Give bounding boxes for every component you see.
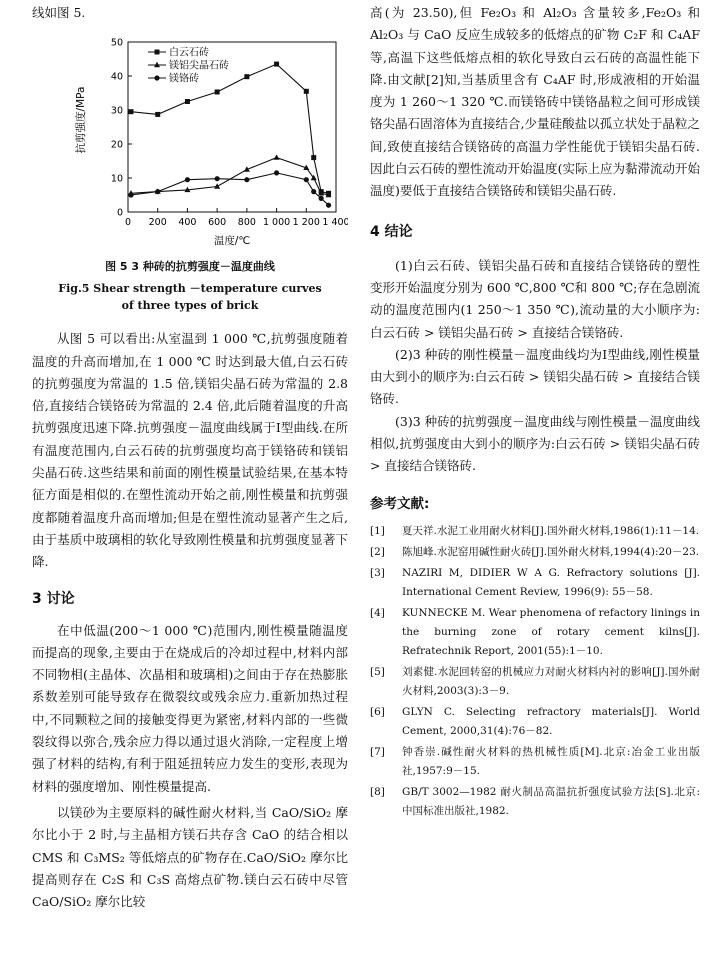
plot-frame — [128, 42, 336, 212]
paragraph-discussion-cont: 高(为 23.50),但 Fe₂O₃ 和 Al₂O₃ 含量较多,Fe₂O₃ 和 Al₂O₃ 与 CaO 反应生成较多的低熔点的矿物 C₂F 和 C₄AF 等,高温下这些低熔点相的软化导致白云石砖的高温性能下降.由文献[2]知,当基质里含有 C₄AF 时,形成液相的开始温度为 1 260～1 320 ℃.而镁铬砖中镁铬晶粒之间可形成镁铬尖晶石固溶体为直接结合,少量硅酸盐以孤立状处于晶粒之间,致使直接结合镁铬砖的高温力学性能优于镁铝尖晶石砖.因此白云石砖的塑性流动开始温度(实际上应为黏滞流动开始温度)要低于直接结合镁铬砖和镁铝尖晶石砖. — [370, 5, 700, 199]
x-tick-label: 800 — [237, 217, 256, 229]
data-point-square — [304, 89, 309, 94]
series-line-3 — [131, 173, 329, 205]
data-point-circle — [311, 189, 316, 194]
top-line: 线如图 5. — [32, 5, 86, 20]
section-4-heading: 4 结论 — [370, 223, 413, 240]
reference-item — [370, 663, 700, 701]
reference-text: KUNNECKE M. Wear phenomena of refactory linings in the burning zone of rotary cement kilns[J]. Refratechnik Report, 2001(55):1－10. — [402, 606, 700, 657]
left-column — [32, 0, 348, 913]
legend-label-2: 镁铝尖晶石砖 — [169, 60, 229, 72]
figure-5 — [32, 26, 348, 256]
data-point-circle — [215, 176, 220, 181]
section-3-heading: 3 讨论 — [32, 590, 75, 607]
reference-number: [7] — [370, 745, 385, 758]
x-tick-label: 1 000 — [262, 217, 291, 229]
reference-number: [1] — [370, 524, 385, 537]
x-axis-label: 温度/℃ — [213, 235, 251, 248]
series-line-1 — [131, 64, 329, 193]
data-point-circle — [304, 177, 309, 182]
reference-text: 陈旭峰.水泥窑用碱性耐火砖[J].国外耐火材料,1994(4):20－23. — [402, 545, 700, 558]
reference-text: 刘素健.水泥回转窑的机械应力对耐火材料内衬的影响[J].国外耐火材料,2003(3):3－9. — [402, 665, 700, 697]
paragraph-discussion-1: 在中低温(200～1 000 ℃)范围内,刚性模量随温度而提高的现象,主要由于在烧成后的冷却过程中,材料内部不同物相(主晶体、次晶相和玻璃相)之间由于存在热膨胀系数差别可能导致存在微裂纹或残余应力.重新加热过程中,不同颗粒之间的接触变得更为紧密,材料内部的一些微裂纹得以弥合,残余应力得以通过退火消除,一定程度上增强了材料的结构,有利于阻延扭转应力发生的变形,表现为材料的强度增加、刚性模量提高. — [32, 622, 348, 794]
x-tick-label: 1 200 — [292, 217, 320, 229]
figure-caption-en-1: Fig.5 Shear strength －temperature curves — [58, 282, 322, 296]
reference-text: NAZIRI M, DIDIER W A G. Refractory solutions [J]. International Cement Review, 1996(9): 55－58. — [402, 566, 700, 598]
conclusion-3: (3)3 种砖的抗剪强度－温度曲线与刚性模量－温度曲线相似,抗剪强度由大到小的顺序为:白云石砖 > 镁铝尖晶石砖 > 直接结合镁铬砖. — [370, 413, 700, 474]
reference-number: [4] — [370, 606, 385, 619]
reference-text: GB/T 3002—1982 耐火制品高温抗折强度试验方法[S].北京:中国标准出版社,1982. — [402, 785, 700, 817]
reference-item — [370, 783, 700, 821]
reference-item — [370, 604, 700, 661]
x-tick-label: 400 — [178, 217, 197, 229]
data-point-circle — [155, 189, 160, 194]
y-axis-label: 抗剪强度/MPa — [75, 86, 87, 154]
y-tick-label: 50 — [110, 37, 123, 49]
data-point-circle — [244, 177, 249, 182]
legend-label-3: 镁铬砖 — [169, 73, 199, 85]
data-point-circle — [128, 193, 133, 198]
legend-label-1: 白云石砖 — [169, 47, 209, 59]
y-tick-label: 40 — [110, 71, 123, 83]
reference-item — [370, 564, 700, 602]
reference-text: 夏天祥.水泥工业用耐火材料[J].国外耐火材料,1986(1):11－14. — [402, 524, 700, 537]
y-tick-label: 10 — [110, 173, 123, 185]
data-point-square — [311, 155, 316, 160]
reference-text: 钟香崇.碱性耐火材料的热机械性质[M].北京:冶金工业出版社,1957:9－15. — [402, 745, 700, 777]
reference-text: GLYN C. Selecting refractory materials[J]. World Cement, 2000,31(4):76－82. — [402, 705, 700, 737]
y-tick-label: 20 — [110, 139, 123, 151]
conclusion-1: (1)白云石砖、镁铝尖晶石砖和直接结合镁铬砖的塑性变形开始温度分别为 600 ℃,800 ℃和 800 ℃;存在急剧流动的温度范围内(1 250～1 350 ℃),流动量的大小顺序为:白云石砖 > 镁铝尖晶石砖 > 直接结合镁铬砖. — [370, 257, 700, 340]
conclusion-2: (2)3 种砖的刚性模量－温度曲线均为Ⅰ型曲线,刚性模量由大到小的顺序为:白云石砖 > 镁铝尖晶石砖 > 直接结合镁铬砖. — [370, 346, 700, 407]
data-point-square — [155, 112, 160, 117]
reference-number: [5] — [370, 665, 385, 678]
figure-caption-cn: 图 5 3 种砖的抗剪强度－温度曲线 — [105, 260, 275, 274]
series-line-2 — [131, 158, 329, 195]
reference-item — [370, 743, 700, 781]
shear-strength-chart — [32, 26, 348, 256]
data-point-circle — [154, 76, 159, 81]
data-point-circle — [326, 203, 331, 208]
data-point-square — [244, 74, 249, 79]
paragraph-discussion-2: 以镁砂为主要原料的碱性耐火材料,当 CaO/SiO₂ 摩尔比小于 2 时,与主晶相方镁石共存含 CaO 的结合相以 CMS 和 C₃MS₂ 等低熔点的矿物存在.CaO/SiO₂ 摩尔比提高则存在 C₂S 和 C₃S 高熔点矿物.镁白云石砖中尽管 CaO/SiO₂ 摩尔比较 — [32, 804, 348, 910]
figure-caption-en-2: of three types of brick — [121, 299, 259, 313]
data-point-square — [185, 99, 190, 104]
reference-item — [370, 703, 700, 741]
y-tick-label: 30 — [110, 105, 123, 117]
data-point-triangle — [214, 184, 220, 189]
x-tick-label: 600 — [208, 217, 227, 229]
data-point-triangle — [274, 155, 280, 160]
data-point-circle — [185, 177, 190, 182]
data-point-square — [274, 62, 279, 67]
reference-number: [2] — [370, 545, 385, 558]
data-point-circle — [274, 171, 279, 176]
right-column — [370, 0, 700, 823]
x-tick-label: 0 — [124, 217, 132, 229]
data-point-square — [215, 90, 220, 95]
data-point-circle — [319, 196, 324, 201]
reference-number: [6] — [370, 705, 385, 718]
reference-item — [370, 543, 700, 562]
reference-item — [370, 522, 700, 541]
paragraph-results: 从图 5 可以看出:从室温到 1 000 ℃,抗剪强度随着温度的升高而增加,在 1 000 ℃ 时达到最大值,白云石砖的抗剪强度为常温的 1.5 倍,镁铝尖晶石砖为常温的 2.8 倍,直接结合镁铬砖为常温的 2.4 倍,此后随着温度的升高抗剪强度迅速下降.抗剪强度－温度曲线属于Ⅰ型曲线.在所有温度范围内,白云石砖的抗剪强度均高于镁铬砖和镁铝尖晶石砖.这些结果和前面的刚性模量试验结果,在基本特征方面是相似的.在塑性流动开始之前,刚性模量和抗剪强度都随着温度升高而增加;但是在塑性流动显著产生之后,由于基质中玻璃相的软化导致刚性模量和抗剪强度显著下降. — [32, 331, 348, 570]
x-tick-label: 1 400 — [322, 217, 348, 229]
reference-number: [8] — [370, 785, 385, 798]
reference-number: [3] — [370, 566, 385, 579]
references-title: 参考文献: — [370, 495, 430, 512]
references-list — [370, 522, 700, 821]
data-point-square — [128, 109, 133, 114]
data-point-square — [155, 50, 160, 55]
y-tick-label: 0 — [116, 207, 123, 219]
x-tick-label: 200 — [148, 217, 167, 229]
